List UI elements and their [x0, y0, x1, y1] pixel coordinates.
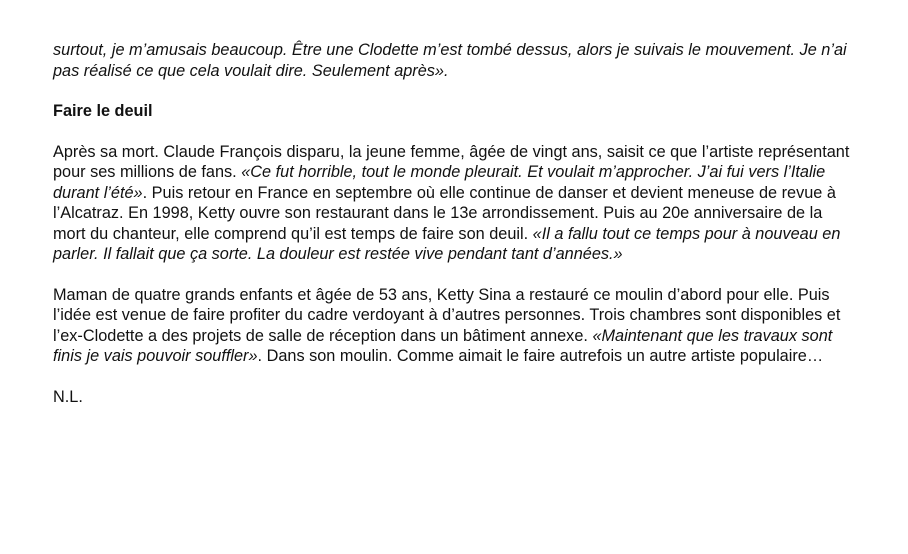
- paragraph-quote-end: [53, 40, 853, 81]
- paragraph-mourning: [53, 142, 853, 265]
- quote-text: «Il a fallu tout ce temps pour à nouveau en parler. Il fallait que ça sorte. La douleur est restée vive pendant tant d’années.»: [53, 224, 841, 263]
- body-text: . Puis retour en France en septembre où elle continue de danser et devient meneuse de revue à l’Alcatraz. En 1998, Ketty ouvre son restaurant dans le 13e arrondissement. Puis au 20e anniversaire de la mort du chanteur, elle comprend qu’il est temps de faire son deuil.: [53, 183, 836, 243]
- paragraph-mill: [53, 285, 853, 367]
- document-page: [53, 40, 853, 407]
- section-heading: Faire le deuil: [53, 102, 153, 120]
- author-signature: N.L.: [53, 387, 83, 406]
- quote-text: «Maintenant que les travaux sont finis je vais pouvoir souffler»: [53, 326, 833, 365]
- quote-text: surtout, je m’amusais beaucoup. Être une Clodette m’est tombé dessus, alors je suivais le mouvement. Je n’ai pas réalisé ce que cela voulait dire. Seulement après».: [53, 41, 847, 80]
- body-text: Maman de quatre grands enfants et âgée de 53 ans, Ketty Sina a restauré ce moulin d’abord pour elle. Puis l’idée est venue de faire profiter du cadre verdoyant à d’autres personnes. Trois chambres sont disponibles et l’ex-Clodette a des projets de salle de réception dans un bâtiment annexe.: [53, 285, 841, 345]
- body-text: . Dans son moulin. Comme aimait le faire autrefois un autre artiste populaire…: [257, 347, 824, 365]
- body-text: Après sa mort. Claude François disparu, la jeune femme, âgée de vingt ans, saisit ce que l’artiste représentant pour ses millions de fans.: [53, 142, 850, 181]
- quote-text: «Ce fut horrible, tout le monde pleurait. Et voulait m’approcher. J’ai fui vers l’Italie durant l’été»: [53, 163, 826, 202]
